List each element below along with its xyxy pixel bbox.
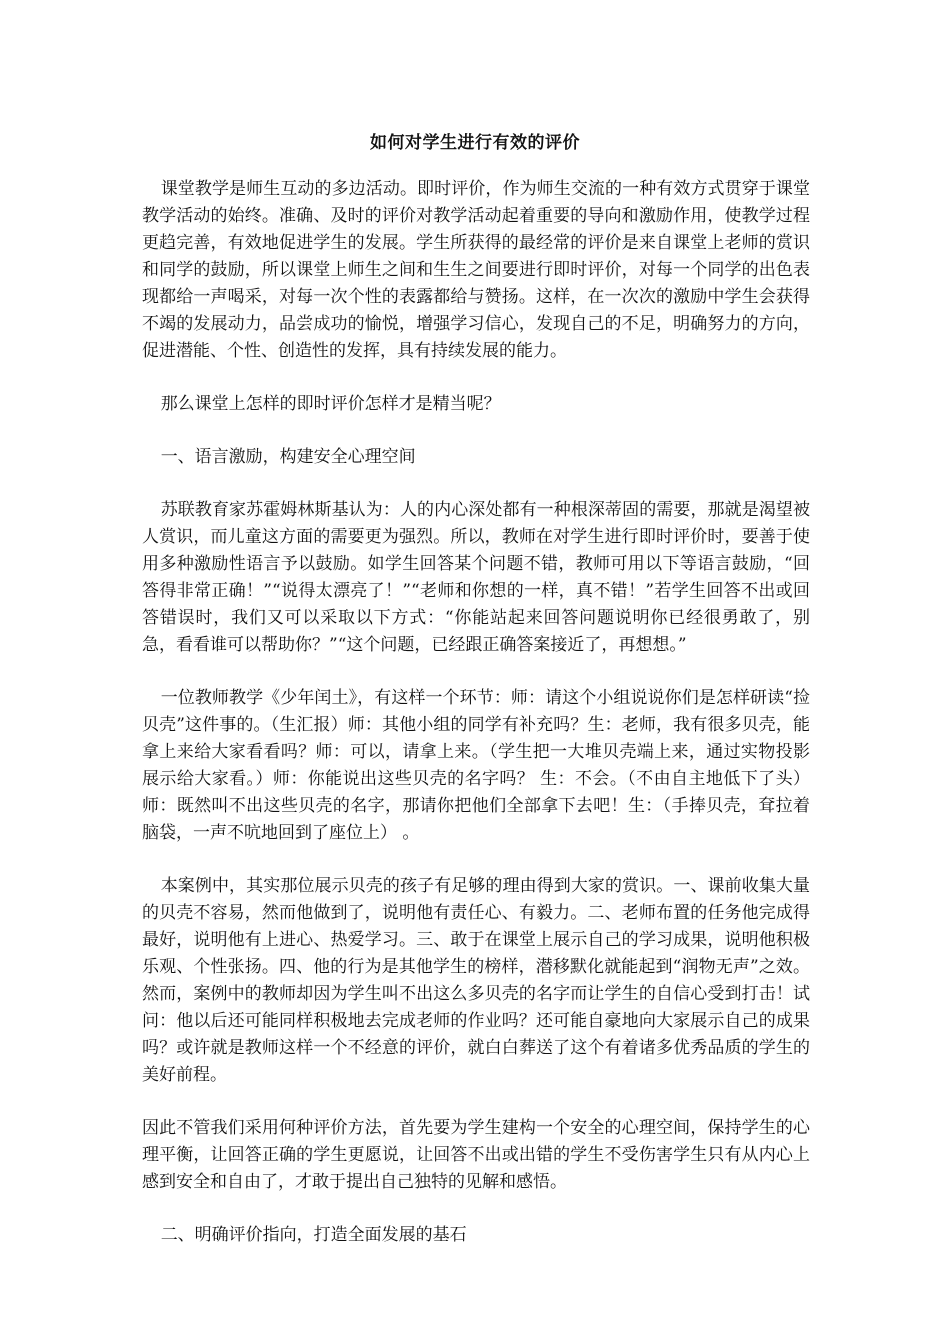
paragraph-case-study: 一位教师教学《少年闰土》，有这样一个环节：师：请这个小组说说你们是怎样研读“捡贝壳”这件事的。（生汇报）师：其他小组的同学有补充吗？生：老师，我有很多贝壳，能拿上来给大家看看吗？师：可以，请拿上来。（学生把一大堆贝壳端上来，通过实物投影展示给大家看。）师：你能说出这些贝壳的名字吗？ 生：不会。（不由自主地低下了头）师：既然叫不出这些贝壳的名字，那请你把他们全部拿下去吧！生：（手捧贝壳，耷拉着脑袋，一声不吭地回到了座位上） 。	[142, 688, 810, 843]
document-title: 如何对学生进行有效的评价	[370, 133, 580, 153]
document-body	[142, 176, 810, 1275]
paragraph-intro: 课堂教学是师生互动的多边活动。即时评价，作为师生交流的一种有效方式贯穿于课堂教学活动的始终。准确、及时的评价对教学活动起着重要的导向和激励作用，使教学过程更趋完善，有效地促进学生的发展。学生所获得的最经常的评价是来自课堂上老师的赏识和同学的鼓励，所以课堂上师生之间和生生之间要进行即时评价，对每一个同学的出色表现都给一声喝采，对每一次个性的表露都给与赞扬。这样，在一次次的激励中学生会获得不竭的发展动力，品尝成功的愉悦，增强学习信心，发现自己的不足，明确努力的方向，促进潜能、个性、创造性的发挥，具有持续发展的能力。	[142, 179, 810, 361]
section-heading-2: 二、明确评价指向，打造全面发展的基石	[160, 1225, 467, 1245]
paragraph-case-analysis: 本案例中，其实那位展示贝壳的孩子有足够的理由得到大家的赏识。一、课前收集大量的贝壳不容易，然而他做到了，说明他有责任心、有毅力。二、老师布置的任务他完成得最好，说明他有上进心、热爱学习。三、敢于在课堂上展示自己的学习成果，说明他积极乐观、个性张扬。四、他的行为是其他学生的榜样，潜移默化就能起到“润物无声”之效。然而，案例中的教师却因为学生叫不出这么多贝壳的名字而让学生的自信心受到打击！试问：他以后还可能同样积极地去完成老师的作业吗？还可能自豪地向大家展示自己的成果吗？或许就是教师这样一个不经意的评价，就白白葬送了这个有着诸多优秀品质的学生的美好前程。	[142, 876, 810, 1085]
paragraph-sukhomlinsky: 苏联教育家苏霍姆林斯基认为：人的内心深处都有一种根深蒂固的需要，那就是渴望被人赏识，而儿童这方面的需要更为强烈。所以，教师在对学生进行即时评价时，要善于使用多种激励性语言予以鼓励。如学生回答某个问题不错，教师可用以下等语言鼓励，“回答得非常正确！”“说得太漂亮了！”“老师和你想的一样，真不错！”若学生回答不出或回答错误时，我们又可以采取以下方式：“你能站起来回答问题说明你已经很勇敢了，别急，看看谁可以帮助你？”“这个问题，已经跟正确答案接近了，再想想。”	[142, 500, 810, 655]
paragraph-question: 那么课堂上怎样的即时评价怎样才是精当呢？	[160, 394, 501, 414]
section-heading-1: 一、语言激励，构建安全心理空间	[160, 447, 416, 467]
paragraph-conclusion: 因此不管我们采用何种评价方法，首先要为学生建构一个安全的心理空间，保持学生的心理平衡，让回答正确的学生更愿说，让回答不出或出错的学生不受伤害学生只有从内心上感到安全和自由了，才敢于提出自己独特的见解和感悟。	[142, 1118, 810, 1192]
